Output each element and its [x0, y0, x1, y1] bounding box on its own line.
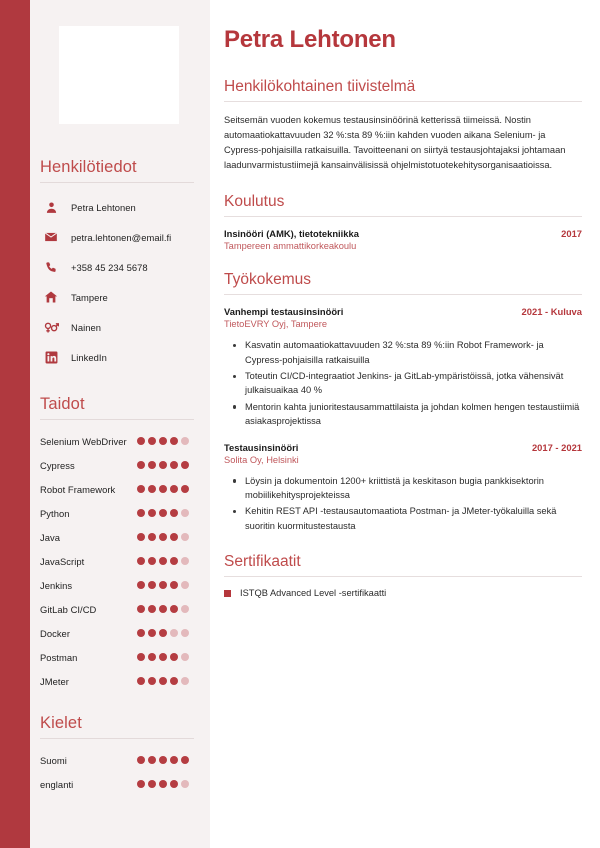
rating-dot-filled	[148, 485, 156, 493]
rating-dots	[137, 581, 194, 589]
experience-list	[224, 306, 582, 533]
rating-dot-empty	[181, 677, 189, 685]
rating-dot-filled	[170, 653, 178, 661]
rating-dot-filled	[137, 581, 145, 589]
entry-date: 2017 - 2021	[531, 441, 582, 453]
envelope-icon	[40, 230, 62, 244]
rating-dot-filled	[137, 780, 145, 788]
rating-label: GitLab CI/CD	[40, 603, 97, 615]
rating-row	[40, 477, 194, 501]
rating-dot-filled	[159, 756, 167, 764]
entry-header	[224, 442, 582, 453]
rating-dot-filled	[181, 461, 189, 469]
rating-dot-filled	[170, 780, 178, 788]
page-title: Petra Lehtonen	[224, 26, 396, 53]
summary-text: Seitsemän vuoden kokemus testausinsinöörinä ketterissä tiimeissä. Nostin automaatiokattavuuden 32 %:sta 89 %:iin kahden vuoden aikana Selenium- ja Cypress-pohjaisilla ratkaisuilla. Tavoitteenani on siirtyä testausjohtajaksi johtamaan laadunvarmistustiimejä kansainvälisissä ohjelmistotuotekehitysorganisaatioissa.	[224, 115, 566, 171]
square-bullet-icon	[224, 590, 231, 597]
bullet-item: Kasvatin automaatiokattavuuden 32 %:sta 89 %:iin Robot Framework- ja Cypress-pohjaisilla ratkaisuilla	[224, 338, 582, 367]
entry-bullets	[224, 474, 582, 534]
rating-dot-filled	[137, 509, 145, 517]
rating-row	[40, 549, 194, 573]
rating-dot-filled	[159, 677, 167, 685]
contact-list	[40, 192, 194, 372]
rating-dot-filled	[159, 780, 167, 788]
divider	[40, 182, 194, 183]
rating-dot-filled	[137, 653, 145, 661]
rating-dot-filled	[159, 485, 167, 493]
rating-dot-filled	[148, 557, 156, 565]
contact-row	[40, 252, 194, 282]
rating-dots	[137, 485, 194, 493]
rating-dots	[137, 605, 194, 613]
entry-header	[224, 306, 582, 317]
entry	[224, 228, 582, 251]
certificates-section	[224, 553, 582, 598]
rating-label: JMeter	[40, 675, 69, 687]
divider	[224, 294, 582, 295]
rating-dot-filled	[148, 533, 156, 541]
rating-dots	[137, 557, 194, 565]
rating-dots	[137, 509, 194, 517]
entry-title: Vanhempi testausinsinööri	[224, 306, 344, 318]
rating-dots	[137, 780, 194, 788]
summary-heading: Henkilökohtainen tiivistelmä	[224, 78, 416, 95]
rating-dots	[137, 756, 194, 764]
rating-dot-filled	[148, 677, 156, 685]
entry-date: 2021 - Kuluva	[521, 306, 582, 318]
rating-dot-empty	[181, 629, 189, 637]
rating-dot-empty	[181, 653, 189, 661]
rating-row	[40, 597, 194, 621]
rating-dot-filled	[159, 605, 167, 613]
divider	[224, 576, 582, 577]
entry-date: 2017	[561, 228, 582, 240]
rating-dot-filled	[170, 461, 178, 469]
rating-dot-filled	[159, 629, 167, 637]
languages-heading: Kielet	[40, 714, 82, 732]
rating-dot-filled	[137, 677, 145, 685]
rating-dot-empty	[181, 437, 189, 445]
rating-dot-filled	[148, 437, 156, 445]
rating-dot-filled	[159, 653, 167, 661]
contact-value: Petra Lehtonen	[71, 201, 136, 213]
rating-dot-filled	[137, 533, 145, 541]
contact-value: Nainen	[71, 321, 102, 333]
rating-dot-filled	[159, 509, 167, 517]
rating-dots	[137, 629, 194, 637]
entry-title: Testausinsinööri	[224, 441, 299, 453]
rating-row	[40, 573, 194, 597]
contact-value: petra.lehtonen@email.fi	[71, 231, 172, 243]
rating-row	[40, 621, 194, 645]
rating-row	[40, 772, 194, 796]
bullet-item: Toteutin CI/CD-integraatiot Jenkins- ja GitLab-ympäristöissä, jotka vähensivät julkaisuaikaa 40 %	[224, 369, 582, 398]
rating-label: Robot Framework	[40, 483, 116, 495]
rating-dot-filled	[170, 557, 178, 565]
rating-dot-filled	[137, 437, 145, 445]
house-icon	[40, 290, 62, 304]
rating-dot-filled	[137, 461, 145, 469]
rating-label: Postman	[40, 651, 78, 663]
rating-dot-filled	[137, 485, 145, 493]
rating-label: englanti	[40, 778, 74, 790]
rating-dot-filled	[170, 756, 178, 764]
bullet-item: Mentorin kahta junioritestausammattilaista ja johdan kolmen hengen testaustiimiä asiakasprojektissa	[224, 400, 582, 429]
rating-dot-filled	[137, 605, 145, 613]
summary-section	[224, 78, 582, 173]
rating-dot-filled	[170, 509, 178, 517]
rating-dot-filled	[159, 557, 167, 565]
contact-value: LinkedIn	[71, 351, 107, 363]
main-content	[210, 0, 600, 848]
rating-row	[40, 453, 194, 477]
experience-section	[224, 271, 582, 533]
entry-subtitle: Tampereen ammattikorkeakoulu	[224, 241, 357, 252]
rating-dot-filled	[159, 581, 167, 589]
certificate-label: ISTQB Advanced Level -sertifikaatti	[240, 588, 387, 599]
experience-heading: Työkokemus	[224, 271, 312, 289]
education-list	[224, 228, 582, 251]
entry	[224, 306, 582, 428]
rating-dot-filled	[148, 629, 156, 637]
personal-details-heading: Henkilötiedot	[40, 158, 137, 176]
rating-dots	[137, 533, 194, 541]
skills-list	[40, 429, 194, 693]
rating-row	[40, 669, 194, 693]
accent-stripe	[0, 0, 30, 848]
rating-dot-empty	[181, 581, 189, 589]
rating-dot-filled	[148, 780, 156, 788]
contact-row	[40, 222, 194, 252]
rating-dot-filled	[170, 437, 178, 445]
education-section	[224, 193, 582, 251]
certificate-row	[224, 588, 582, 598]
entry-title: Insinööri (AMK), tietotekniikka	[224, 228, 359, 240]
rating-row	[40, 645, 194, 669]
person-icon	[40, 201, 62, 214]
divider	[40, 738, 194, 739]
photo-placeholder	[30, 0, 210, 124]
education-heading: Koulutus	[224, 193, 285, 211]
rating-label: Jenkins	[40, 579, 73, 591]
gender-icon	[40, 320, 62, 334]
rating-row	[40, 525, 194, 549]
rating-dot-filled	[148, 461, 156, 469]
entry-bullets	[224, 338, 582, 428]
entry-subtitle: TietoEVRY Oyj, Tampere	[224, 319, 328, 330]
languages-list	[40, 748, 194, 796]
rating-dot-filled	[137, 557, 145, 565]
rating-dot-filled	[170, 605, 178, 613]
contact-value: Tampere	[71, 291, 108, 303]
rating-label: Docker	[40, 627, 70, 639]
rating-dot-filled	[181, 485, 189, 493]
rating-dot-filled	[137, 629, 145, 637]
rating-dot-filled	[148, 605, 156, 613]
rating-row	[40, 748, 194, 772]
languages-section	[30, 714, 210, 796]
rating-dot-empty	[181, 509, 189, 517]
rating-dot-filled	[170, 581, 178, 589]
rating-label: Python	[40, 507, 70, 519]
rating-dot-filled	[181, 756, 189, 764]
rating-dot-filled	[170, 533, 178, 541]
linkedin-icon	[40, 351, 62, 364]
rating-dot-filled	[159, 437, 167, 445]
contact-row	[40, 312, 194, 342]
contact-row	[40, 282, 194, 312]
skills-section	[30, 395, 210, 693]
rating-dot-filled	[159, 533, 167, 541]
bullet-item: Löysin ja dokumentoin 1200+ kriittistä ja keskitason bugia pankkisektorin mobiilikehitysprojekteissa	[224, 474, 582, 503]
rating-dot-empty	[181, 605, 189, 613]
certificates-heading: Sertifikaatit	[224, 553, 301, 571]
rating-label: JavaScript	[40, 555, 85, 567]
rating-dots	[137, 653, 194, 661]
entry	[224, 442, 582, 534]
divider	[224, 101, 582, 102]
divider	[224, 216, 582, 217]
rating-dot-filled	[148, 509, 156, 517]
personal-details-section	[30, 158, 210, 372]
rating-dot-filled	[159, 461, 167, 469]
phone-icon	[40, 261, 62, 274]
rating-dots	[137, 437, 194, 445]
rating-dot-filled	[170, 677, 178, 685]
rating-dot-empty	[181, 557, 189, 565]
rating-row	[40, 429, 194, 453]
rating-dot-empty	[170, 629, 178, 637]
rating-dot-filled	[148, 756, 156, 764]
sidebar	[30, 0, 210, 848]
entry-subtitle: Solita Oy, Helsinki	[224, 454, 299, 465]
rating-row	[40, 501, 194, 525]
rating-dot-empty	[181, 533, 189, 541]
contact-value: +358 45 234 5678	[71, 261, 148, 273]
certificates-list	[224, 588, 582, 598]
rating-label: Suomi	[40, 754, 67, 766]
rating-label: Java	[40, 531, 61, 543]
rating-label: Selenium WebDriver	[40, 435, 127, 447]
rating-dot-empty	[181, 780, 189, 788]
rating-dot-filled	[148, 581, 156, 589]
rating-dot-filled	[137, 756, 145, 764]
contact-row[interactable]	[40, 342, 194, 372]
rating-dots	[137, 677, 194, 685]
rating-dot-filled	[170, 485, 178, 493]
profile-photo	[59, 26, 179, 124]
entry-header	[224, 228, 582, 239]
rating-dots	[137, 461, 194, 469]
skills-heading: Taidot	[40, 395, 85, 413]
bullet-item: Kehitin REST API -testausautomaatiota Postman- ja JMeter-työkaluilla sekä suoritin kuormitustestausta	[224, 504, 582, 533]
divider	[40, 419, 194, 420]
contact-row	[40, 192, 194, 222]
rating-dot-filled	[148, 653, 156, 661]
rating-label: Cypress	[40, 459, 75, 471]
